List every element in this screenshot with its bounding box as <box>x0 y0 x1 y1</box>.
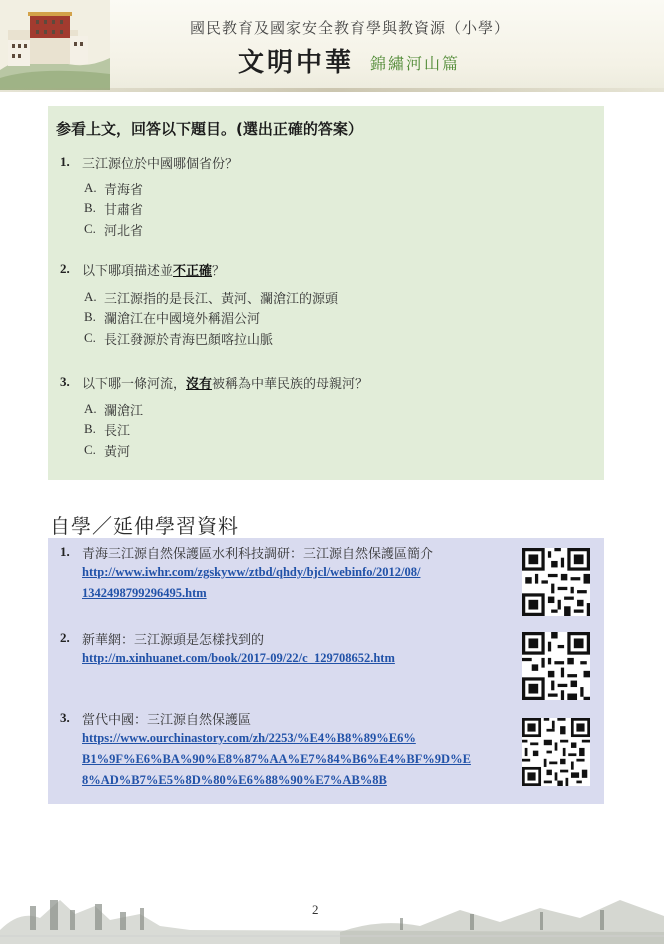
quiz-instructions: 参看上文，回答以下題目。(選出正確的答案） <box>56 120 363 138</box>
question-text: 以下哪項描述並不正確？ <box>82 264 226 279</box>
resources-box <box>48 538 604 804</box>
question-emphasis: 沒有 <box>186 377 213 392</box>
section-title: 自學／延伸學習資料 <box>50 514 239 538</box>
option-letter: B. <box>84 200 96 215</box>
resource-link[interactable] <box>82 562 420 604</box>
resource-description: 青海三江源自然保護區水利科技調研：三江源自然保護區簡介 <box>82 547 434 562</box>
question-text: 三江源位於中國哪個省份？ <box>82 157 239 172</box>
resource-series-title: 國民教育及國家安全教育學與教資源（小學） <box>189 19 510 37</box>
resource-link-line[interactable]: https://www.ourchinastory.com/zh/2253/%E4%B8%89%E6% <box>82 731 416 745</box>
option-letter: A. <box>84 401 97 416</box>
resource-number: 2. <box>60 630 70 645</box>
potala-palace-illustration <box>0 0 110 90</box>
question-emphasis: 不正確 <box>173 264 213 279</box>
book-title: 文明中華 <box>238 48 355 78</box>
resource-link-line[interactable]: 8%AD%B7%E5%8D%80%E6%88%90%E7%AB%8B <box>82 773 387 787</box>
option-letter: B. <box>84 309 96 324</box>
option-text: 青海省 <box>104 183 144 198</box>
option-text: 甘肅省 <box>104 203 144 218</box>
resource-number: 1. <box>60 544 70 559</box>
qr-code-icon <box>522 718 590 786</box>
option-text: 三江源指的是長江、黃河、瀾滄江的源頭 <box>104 292 339 307</box>
resource-link-line[interactable]: http://www.iwhr.com/zgskyww/ztbd/qhdy/bjcl/webinfo/2012/08/ <box>82 565 421 579</box>
resource-number: 3. <box>60 710 70 725</box>
resource-description: 新華網：三江源頭是怎樣找到的 <box>82 633 265 648</box>
chapter-subtitle: 錦繡河山篇 <box>370 54 461 73</box>
page-number: 2 <box>312 902 319 917</box>
quiz-box <box>48 106 604 480</box>
qr-code-icon <box>522 548 590 616</box>
option-letter: A. <box>84 289 97 304</box>
resource-link-line[interactable]: 1342498799296495.htm <box>82 586 207 600</box>
question-text: 以下哪一條河流，沒有被稱為中華民族的母親河？ <box>82 377 369 392</box>
option-letter: C. <box>84 442 96 457</box>
option-text: 黃河 <box>104 445 131 460</box>
resource-link-line[interactable]: B1%9F%E6%BA%90%E8%87%AA%E7%84%B6%E4%BF%9D%E <box>82 752 471 766</box>
resource-link[interactable] <box>82 648 395 669</box>
option-letter: B. <box>84 421 96 436</box>
option-letter: C. <box>84 330 96 345</box>
option-text: 瀾滄江在中國境外稱湄公河 <box>104 312 261 327</box>
option-text: 河北省 <box>104 224 144 239</box>
question-number: 3. <box>60 374 70 389</box>
footer-landscape-illustration <box>0 870 664 944</box>
option-text: 瀾滄江 <box>104 404 144 419</box>
resource-description: 當代中國：三江源自然保護區 <box>82 713 252 728</box>
resource-link[interactable] <box>82 728 471 791</box>
question-number: 1. <box>60 154 70 169</box>
resource-link-line[interactable]: http://m.xinhuanet.com/book/2017-09/22/c_129708652.htm <box>82 651 395 665</box>
option-letter: C. <box>84 221 96 236</box>
option-letter: A. <box>84 180 97 195</box>
header-divider <box>0 88 664 92</box>
option-text: 長江 <box>104 424 131 439</box>
page-header <box>0 0 664 92</box>
option-text: 長江發源於青海巴顏喀拉山脈 <box>104 333 274 348</box>
question-number: 2. <box>60 261 70 276</box>
qr-code-icon <box>522 632 590 700</box>
